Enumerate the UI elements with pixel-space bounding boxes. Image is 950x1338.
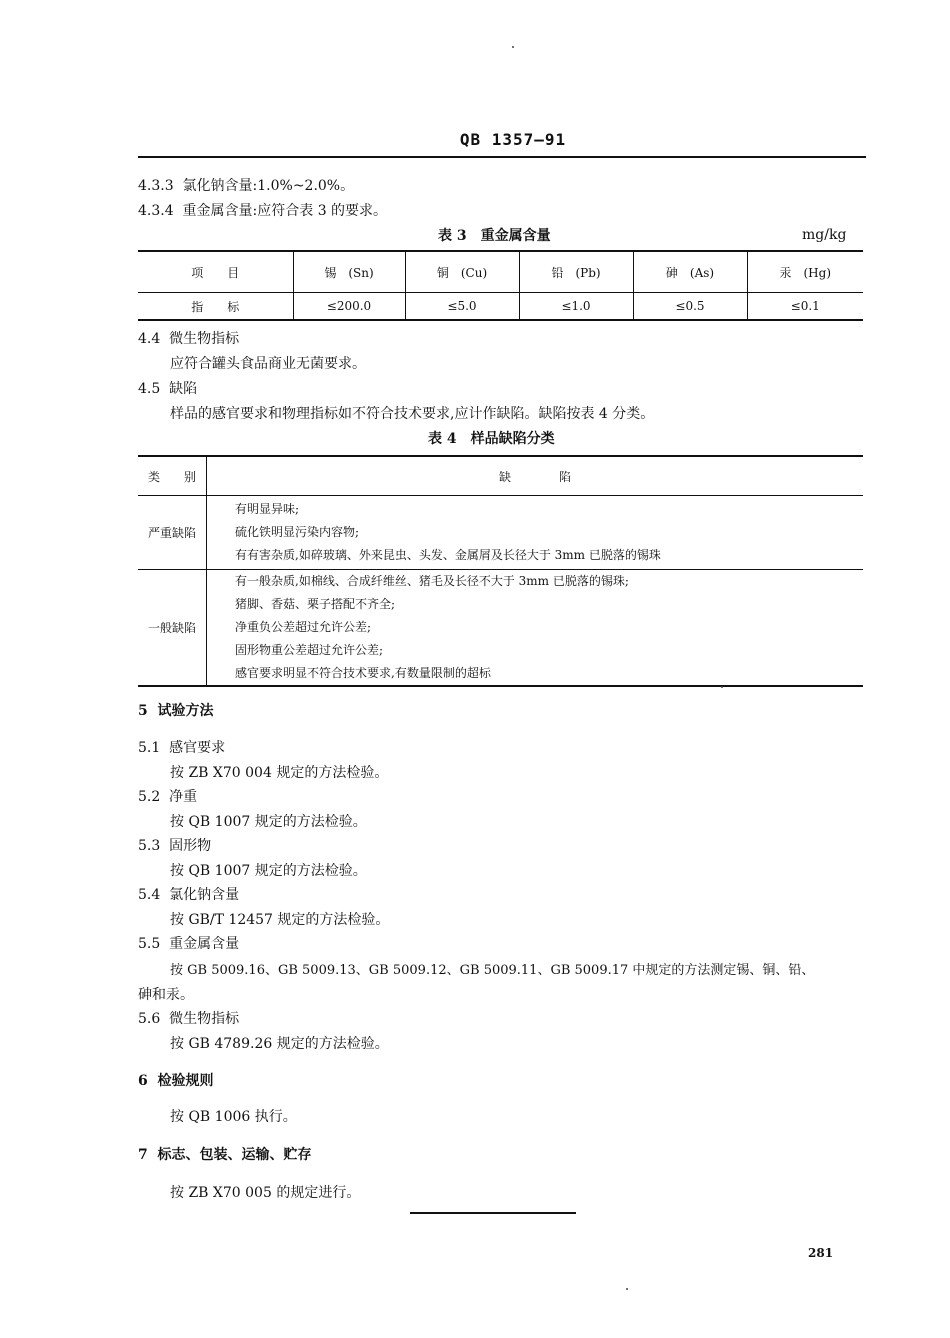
section-5-1-heading — [138, 737, 225, 757]
table-row-general — [138, 570, 863, 687]
section-title: 重金属含量 — [169, 936, 240, 952]
defect-item: 固形物重公差超过允许公差; — [235, 643, 384, 657]
section-4-5-text: 样品的感官要求和物理指标如不符合技术要求,应计作缺陷。缺陷按表 4 分类。 — [170, 406, 655, 422]
section-number: 4.5 — [138, 381, 161, 397]
section-5-5-heading — [138, 933, 239, 953]
section-title: 微生物指标 — [169, 331, 240, 347]
section-4-5-heading — [138, 378, 197, 398]
table-header-cell: 缺 陷 — [207, 456, 864, 496]
section-number: 5.2 — [138, 789, 161, 805]
document-code: QB 1357—91 — [459, 130, 567, 149]
section-title: 感官要求 — [169, 740, 226, 756]
section-number: 4.3.4 — [138, 203, 174, 219]
section-4-4-heading — [138, 328, 239, 348]
section-5-5-text-line2: 砷和汞。 — [138, 987, 194, 1003]
section-5-6-heading — [138, 1008, 239, 1028]
defect-classification-table — [138, 455, 863, 687]
section-title: 标志、包装、运输、贮存 — [157, 1147, 312, 1163]
section-5-3-text: 按 QB 1007 规定的方法检验。 — [170, 863, 367, 879]
section-number: 5.4 — [138, 887, 161, 903]
table-cell: 指 标 — [138, 293, 293, 321]
section-6-text: 按 QB 1006 执行。 — [170, 1109, 297, 1125]
table-header-row — [138, 456, 863, 496]
header-rule — [138, 156, 866, 158]
section-4-4-text: 应符合罐头食品商业无菌要求。 — [170, 356, 366, 372]
table-3-caption: 表 3 重金属含量 — [438, 228, 551, 244]
table-header-cell: 汞 (Hg) — [747, 251, 863, 293]
section-4-3-3 — [138, 175, 354, 195]
heavy-metal-table — [138, 250, 863, 321]
section-number: 5.5 — [138, 936, 161, 952]
table-header-cell: 类 别 — [138, 456, 207, 496]
section-5-2-heading — [138, 786, 197, 806]
section-5-1-text: 按 ZB X70 004 规定的方法检验。 — [170, 765, 389, 781]
category-label: 严重缺陷 — [138, 496, 207, 570]
table-cell: ≤5.0 — [405, 293, 519, 321]
section-5-2-text: 按 QB 1007 规定的方法检验。 — [170, 814, 367, 830]
section-number: 6 — [138, 1073, 148, 1089]
page-number: 281 — [808, 1246, 834, 1260]
table-3-unit: mg/kg — [802, 227, 847, 243]
section-5-heading — [138, 700, 214, 720]
section-5-3-heading — [138, 835, 211, 855]
section-title: 氯化钠含量 — [169, 887, 240, 903]
defect-item: 硫化铁明显污染内容物; — [235, 525, 360, 539]
section-5-5-text-line1: 按 GB 5009.16、GB 5009.13、GB 5009.12、GB 5009.11、GB 5009.17 中规定的方法测定锡、铜、铅、 — [170, 963, 815, 978]
table-header-cell: 砷 (As) — [633, 251, 747, 293]
table-cell: ≤0.1 — [747, 293, 863, 321]
defect-list — [207, 496, 864, 570]
end-rule — [410, 1212, 576, 1214]
table-header-cell: 项 目 — [138, 251, 293, 293]
section-text: 重金属含量:应符合表 3 的要求。 — [182, 203, 388, 219]
defect-item: 有一般杂质,如棉线、合成纤维丝、猪毛及长径不大于 3mm 已脱落的锡珠; — [235, 574, 629, 588]
defect-item: 感官要求明显不符合技术要求,有数量限制的超标 — [235, 666, 491, 680]
defect-item: 有明显异味; — [235, 502, 300, 516]
section-title: 试验方法 — [157, 703, 214, 719]
section-number: 7 — [138, 1147, 148, 1163]
section-title: 缺陷 — [169, 381, 198, 397]
defect-item: 有有害杂质,如碎玻璃、外来昆虫、头发、金属屑及长径大于 3mm 已脱落的锡珠 — [235, 548, 661, 562]
section-number: 5 — [138, 703, 148, 719]
section-number: 5.3 — [138, 838, 161, 854]
section-number: 5.1 — [138, 740, 161, 756]
section-5-4-heading — [138, 884, 239, 904]
section-number: 4.4 — [138, 331, 161, 347]
section-text: 氯化钠含量:1.0%~2.0%。 — [182, 178, 355, 194]
section-5-4-text: 按 GB/T 12457 规定的方法检验。 — [170, 912, 390, 928]
section-6-heading — [138, 1070, 214, 1090]
section-7-text: 按 ZB X70 005 的规定进行。 — [170, 1185, 361, 1201]
table-header-cell: 锡 (Sn) — [293, 251, 405, 293]
section-title: 检验规则 — [157, 1073, 214, 1089]
section-number: 5.6 — [138, 1011, 161, 1027]
defect-item: 猪脚、香菇、栗子搭配不齐全; — [235, 597, 396, 611]
table-row — [138, 293, 863, 321]
defect-item: 净重负公差超过允许公差; — [235, 620, 372, 634]
table-cell: ≤200.0 — [293, 293, 405, 321]
section-5-6-text: 按 GB 4789.26 规定的方法检验。 — [170, 1036, 389, 1052]
section-7-heading — [138, 1144, 312, 1164]
section-title: 微生物指标 — [169, 1011, 240, 1027]
table-header-cell: 铜 (Cu) — [405, 251, 519, 293]
table-header-row — [138, 251, 863, 293]
section-title: 净重 — [169, 789, 198, 805]
table-cell: ≤1.0 — [519, 293, 633, 321]
category-label: 一般缺陷 — [138, 570, 207, 687]
table-cell: ≤0.5 — [633, 293, 747, 321]
section-4-3-4 — [138, 200, 387, 220]
table-row-serious — [138, 496, 863, 570]
defect-list — [207, 570, 864, 687]
section-title: 固形物 — [169, 838, 212, 854]
section-number: 4.3.3 — [138, 178, 174, 194]
table-header-cell: 铅 (Pb) — [519, 251, 633, 293]
table-4-caption: 表 4 样品缺陷分类 — [428, 431, 555, 447]
